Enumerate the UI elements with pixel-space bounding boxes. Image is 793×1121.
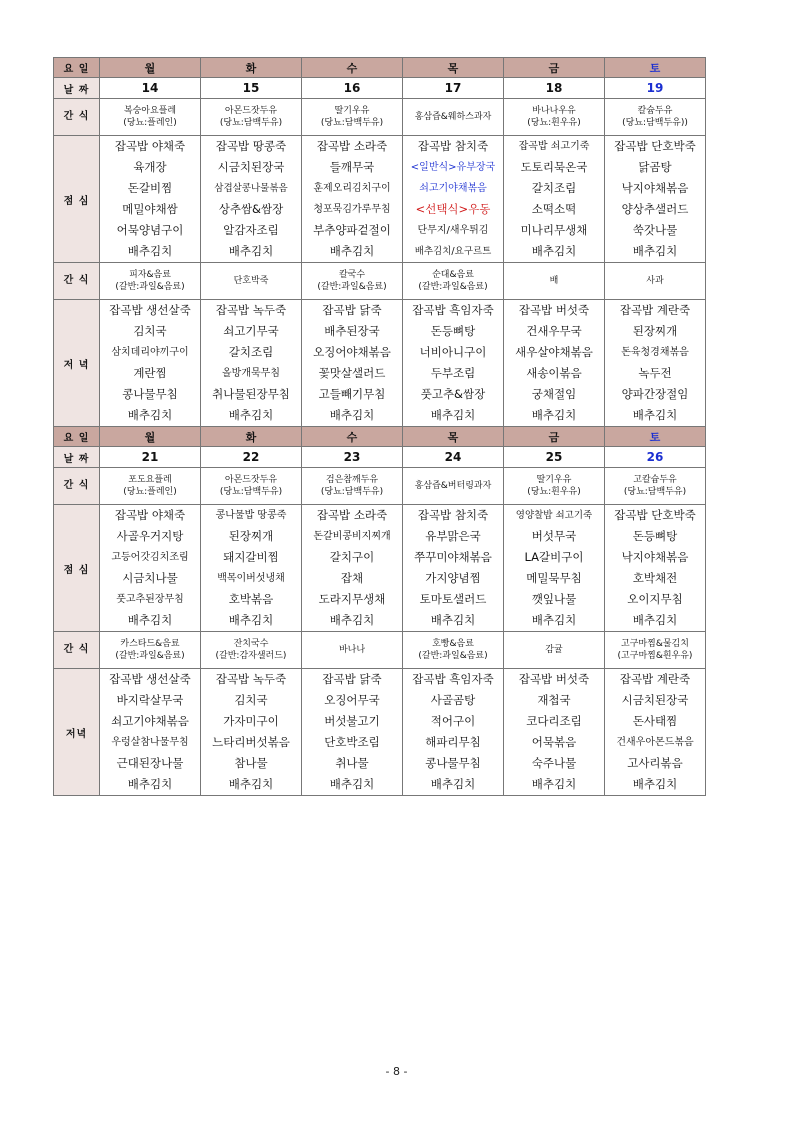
snack-alt-note: (고구마찜&흰우유) bbox=[617, 651, 693, 661]
snack-item: 검은참깨두유 bbox=[325, 475, 379, 485]
dish: 녹두전 bbox=[638, 366, 672, 380]
dish: 계란찜 bbox=[133, 366, 167, 380]
snack-item: 아몬드잣두유 bbox=[224, 106, 278, 116]
dish: 양파간장절임 bbox=[621, 387, 689, 401]
dish: 잡곡밥 쇠고기죽 bbox=[518, 141, 590, 152]
weekday-sat: 토 bbox=[605, 427, 706, 447]
dinner-cell bbox=[201, 669, 302, 796]
dish: 깻잎나물 bbox=[531, 592, 577, 606]
snack-cell bbox=[201, 632, 302, 669]
dish: 배추김치 bbox=[329, 408, 375, 422]
dish: 유부맑은국 bbox=[425, 529, 481, 543]
row-label-dinner: 저녁 bbox=[54, 669, 100, 796]
dish: 배추김치 bbox=[228, 777, 274, 791]
dish: 잡곡밥 녹두죽 bbox=[215, 303, 287, 317]
lunch-row bbox=[54, 505, 706, 632]
weekday-mon: 월 bbox=[100, 427, 201, 447]
snack-item: 카스타드&음료 bbox=[120, 639, 180, 649]
snack-item: 포도요플레 bbox=[128, 475, 172, 485]
snack-cell bbox=[302, 468, 403, 505]
dish: 도토리묵온국 bbox=[520, 160, 588, 174]
dish: 적어구이 bbox=[430, 714, 476, 728]
weekday-header-row bbox=[54, 427, 706, 447]
dish: 잡곡밥 소라죽 bbox=[316, 139, 388, 153]
dish: 된장찌개 bbox=[228, 529, 274, 543]
dish: 돈갈비찜 bbox=[127, 181, 173, 195]
dish: 돈등뼈탕 bbox=[430, 324, 476, 338]
weekly-menu-table bbox=[53, 57, 706, 796]
snack-cell bbox=[302, 99, 403, 136]
snack-item: 복숭아요플레 bbox=[123, 106, 177, 116]
dish: 잡곡밥 계란죽 bbox=[619, 303, 691, 317]
dish: 갈치조림 bbox=[228, 345, 274, 359]
dish: 김치국 bbox=[133, 324, 167, 338]
row-label-snack: 간 식 bbox=[54, 632, 100, 669]
dish: 배추김치 bbox=[430, 613, 476, 627]
snack-alt-note: (갈반:과일&음료) bbox=[115, 651, 185, 661]
dish: 어묵양념구이 bbox=[116, 223, 184, 237]
dish: 배추김치 bbox=[329, 613, 375, 627]
dish: 부추양파겉절이 bbox=[313, 223, 391, 237]
dish: 새송이볶음 bbox=[526, 366, 582, 380]
dinner-cell bbox=[302, 669, 403, 796]
am-snack-row bbox=[54, 99, 706, 136]
dish: 낙지야채볶음 bbox=[621, 550, 689, 564]
snack-diabetic-note: (당뇨:담백두유) bbox=[320, 118, 384, 128]
dish: 가지양념찜 bbox=[425, 571, 481, 585]
snack-cell bbox=[504, 632, 605, 669]
snack-cell bbox=[302, 632, 403, 669]
dish: 잡곡밥 참치죽 bbox=[417, 508, 489, 522]
dish: 잡곡밥 버섯죽 bbox=[518, 303, 590, 317]
snack-cell bbox=[100, 263, 201, 300]
snack-item: 감귤 bbox=[545, 645, 563, 655]
dish: 참나물 bbox=[234, 756, 268, 770]
dish: 훈제오리김치구이 bbox=[313, 183, 391, 194]
dish: 배추김치 bbox=[632, 613, 678, 627]
snack-cell bbox=[605, 263, 706, 300]
snack-diabetic-note: (당뇨:플레인) bbox=[123, 118, 177, 128]
dish: 미나리무생채 bbox=[520, 223, 588, 237]
dish: 해파리무침 bbox=[425, 735, 481, 749]
snack-diabetic-note: (당뇨:플레인) bbox=[123, 487, 177, 497]
snack-item: 배 bbox=[549, 276, 559, 286]
dish: 풋고추된장무침 bbox=[116, 594, 184, 605]
row-label-dinner: 저 녁 bbox=[54, 300, 100, 427]
snack-cell bbox=[403, 632, 504, 669]
dish: 오징어야채볶음 bbox=[313, 345, 391, 359]
dish: 배추김치 bbox=[228, 613, 274, 627]
snack-cell bbox=[403, 263, 504, 300]
snack-cell bbox=[100, 468, 201, 505]
dish: 호박볶음 bbox=[228, 592, 274, 606]
dish: 쭈꾸미야채볶음 bbox=[414, 550, 492, 564]
lunch-cell bbox=[605, 136, 706, 263]
dish: 오이지무침 bbox=[627, 592, 683, 606]
dinner-cell bbox=[605, 669, 706, 796]
dish: 배추김치 bbox=[632, 244, 678, 258]
dish: 고들빼기무침 bbox=[318, 387, 386, 401]
snack-cell bbox=[100, 99, 201, 136]
weekday-wed: 수 bbox=[302, 58, 403, 78]
row-label-lunch: 점 심 bbox=[54, 136, 100, 263]
dish: 토마토샐러드 bbox=[419, 592, 487, 606]
dish: 숙주나물 bbox=[531, 756, 577, 770]
dish: 청포묵김가루무침 bbox=[313, 204, 391, 215]
lunch-cell bbox=[100, 505, 201, 632]
lunch-cell bbox=[302, 505, 403, 632]
dish: 배추김치 bbox=[531, 613, 577, 627]
snack-alt-note: (갈반:감자샐러드) bbox=[215, 651, 287, 661]
weekday-mon: 월 bbox=[100, 58, 201, 78]
snack-diabetic-note: (당뇨:담백두유) bbox=[219, 487, 283, 497]
snack-item: 사과 bbox=[646, 276, 664, 286]
dinner-row bbox=[54, 669, 706, 796]
lunch-cell bbox=[403, 505, 504, 632]
dish: 버섯불고기 bbox=[324, 714, 380, 728]
date-cell: 18 bbox=[504, 78, 605, 99]
dish: 너비아니구이 bbox=[419, 345, 487, 359]
snack-item: 칼슘두유 bbox=[637, 106, 673, 116]
page-number: - 8 - bbox=[385, 1065, 408, 1078]
dish: 메밀묵무침 bbox=[526, 571, 582, 585]
snack-diabetic-note: (당뇨:담백두유) bbox=[623, 487, 687, 497]
date-row bbox=[54, 78, 706, 99]
dish-general-option: 쇠고기야채볶음 bbox=[419, 183, 487, 194]
date-cell-saturday: 26 bbox=[605, 447, 706, 468]
dish: 배추김치 bbox=[127, 777, 173, 791]
dish: 코다리조림 bbox=[526, 714, 582, 728]
dinner-cell bbox=[201, 300, 302, 427]
dish: 오징어무국 bbox=[324, 693, 380, 707]
dish: 느타리버섯볶음 bbox=[212, 735, 290, 749]
dish: 잡곡밥 녹두죽 bbox=[215, 672, 287, 686]
snack-item: 바나나우유 bbox=[532, 106, 576, 116]
snack-cell bbox=[504, 99, 605, 136]
dish: 쇠고기야채볶음 bbox=[111, 714, 189, 728]
dish: 돈육청경채볶음 bbox=[621, 347, 689, 358]
dish: 배추김치 bbox=[127, 613, 173, 627]
dish: 사골곰탕 bbox=[430, 693, 476, 707]
date-cell: 23 bbox=[302, 447, 403, 468]
dish: 시금치된장국 bbox=[217, 160, 285, 174]
date-cell: 25 bbox=[504, 447, 605, 468]
dish: 잡곡밥 야채죽 bbox=[114, 139, 186, 153]
weekday-tue: 화 bbox=[201, 58, 302, 78]
dinner-cell bbox=[504, 300, 605, 427]
dish: 잡곡밥 야채죽 bbox=[114, 508, 186, 522]
dish: 잡곡밥 참치죽 bbox=[417, 139, 489, 153]
dish: 잡곡밥 소라죽 bbox=[316, 508, 388, 522]
weekday-thu: 목 bbox=[403, 427, 504, 447]
dish: LA갈비구이 bbox=[524, 550, 584, 564]
dinner-cell bbox=[403, 669, 504, 796]
snack-diabetic-note: (당뇨:담백두유) bbox=[320, 487, 384, 497]
snack-item: 칼국수 bbox=[338, 270, 366, 280]
dish: 배추김치 bbox=[632, 777, 678, 791]
snack-diabetic-note: (당뇨:담백두유) bbox=[219, 118, 283, 128]
dish: 배추김치 bbox=[531, 777, 577, 791]
lunch-cell bbox=[201, 505, 302, 632]
lunch-cell bbox=[504, 136, 605, 263]
snack-cell bbox=[201, 263, 302, 300]
weekday-header-row bbox=[54, 58, 706, 78]
weekday-tue: 화 bbox=[201, 427, 302, 447]
snack-cell bbox=[605, 468, 706, 505]
dinner-cell bbox=[403, 300, 504, 427]
dish: 가자미구이 bbox=[223, 714, 279, 728]
dish: 돼지갈비찜 bbox=[223, 550, 279, 564]
snack-diabetic-note: (당뇨:담백두유)) bbox=[622, 118, 688, 128]
weekday-thu: 목 bbox=[403, 58, 504, 78]
snack-alt-note: (갈반:과일&음료) bbox=[115, 282, 185, 292]
dish: 시금치나물 bbox=[122, 571, 178, 585]
dish: 백목이버섯냉채 bbox=[217, 573, 285, 584]
dish: 재첩국 bbox=[537, 693, 571, 707]
dish: 소떡소떡 bbox=[531, 202, 577, 216]
dish: 올방개묵무침 bbox=[222, 368, 280, 379]
dish: 잡곡밥 생선살죽 bbox=[109, 303, 191, 317]
lunch-row bbox=[54, 136, 706, 263]
dish: 시금치된장국 bbox=[621, 693, 689, 707]
dish: 도라지무생채 bbox=[318, 592, 386, 606]
dish: 배추김치 bbox=[531, 244, 577, 258]
dish: 잡곡밥 흑임자죽 bbox=[412, 303, 494, 317]
dish: 어묵볶음 bbox=[531, 735, 577, 749]
snack-item: 순대&음료 bbox=[432, 270, 474, 280]
dish: 배추김치 bbox=[329, 777, 375, 791]
lunch-cell bbox=[403, 136, 504, 263]
dinner-cell bbox=[100, 669, 201, 796]
dish: 닭곰탕 bbox=[638, 160, 672, 174]
dish: 두부조림 bbox=[430, 366, 476, 380]
dish: 갈치조림 bbox=[531, 181, 577, 195]
dish: 배추김치 bbox=[329, 244, 375, 258]
dish: 배추된장국 bbox=[324, 324, 380, 338]
dish: 배추김치 bbox=[430, 408, 476, 422]
dish: 고등어갓김치조림 bbox=[111, 552, 189, 563]
lunch-cell bbox=[605, 505, 706, 632]
dish: 육개장 bbox=[133, 160, 167, 174]
dish: 삼겹살콩나물볶음 bbox=[214, 183, 288, 194]
snack-cell bbox=[403, 468, 504, 505]
snack-cell bbox=[201, 468, 302, 505]
snack-diabetic-note: (당뇨:흰우유) bbox=[527, 487, 581, 497]
dish-general-option: <일반식>유부장국 bbox=[410, 162, 496, 173]
dish: 궁채절임 bbox=[531, 387, 577, 401]
snack-diabetic-note: (당뇨:흰우유) bbox=[527, 118, 581, 128]
dish: 낙지야채볶음 bbox=[621, 181, 689, 195]
dish: 돈사태찜 bbox=[632, 714, 678, 728]
dish: 잡곡밥 닭죽 bbox=[322, 672, 382, 686]
lunch-cell bbox=[201, 136, 302, 263]
dish: 단호박조림 bbox=[324, 735, 380, 749]
dish: 건새우무국 bbox=[526, 324, 582, 338]
snack-item: 고칼슘두유 bbox=[633, 475, 677, 485]
weekday-sat: 토 bbox=[605, 58, 706, 78]
snack-item: 아몬드잣두유 bbox=[224, 475, 278, 485]
dish: 쑥갓나물 bbox=[632, 223, 678, 237]
pm-snack-row bbox=[54, 263, 706, 300]
dish: 콩나물무침 bbox=[122, 387, 178, 401]
pm-snack-row bbox=[54, 632, 706, 669]
dish: 잡채 bbox=[340, 571, 364, 585]
dish: 상추쌈&쌈장 bbox=[218, 202, 284, 216]
dish: 건새우아몬드볶음 bbox=[616, 737, 694, 748]
snack-alt-note: (갈반:과일&음료) bbox=[418, 282, 488, 292]
dish: 김치국 bbox=[234, 693, 268, 707]
snack-item: 호빵&음료 bbox=[432, 639, 474, 649]
snack-item: 고구마찜&물김치 bbox=[621, 639, 689, 649]
dish: 배추김치/요구르트 bbox=[414, 246, 492, 257]
dish: 배추김치 bbox=[531, 408, 577, 422]
dish: 돈등뼈탕 bbox=[632, 529, 678, 543]
dish: 잡곡밥 버섯죽 bbox=[518, 672, 590, 686]
snack-item: 홍삼즙&웨하스과자 bbox=[414, 112, 492, 122]
dinner-cell bbox=[504, 669, 605, 796]
snack-cell bbox=[605, 99, 706, 136]
dish: 잡곡밥 단호박죽 bbox=[614, 139, 696, 153]
row-label-snack: 간 식 bbox=[54, 263, 100, 300]
row-label-snack: 간 식 bbox=[54, 99, 100, 136]
snack-item: 단호박죽 bbox=[233, 276, 269, 286]
snack-cell bbox=[403, 99, 504, 136]
date-cell: 21 bbox=[100, 447, 201, 468]
dish: 메밀야채쌈 bbox=[122, 202, 178, 216]
row-label-day: 요 일 bbox=[54, 427, 100, 447]
snack-cell bbox=[504, 263, 605, 300]
am-snack-row bbox=[54, 468, 706, 505]
row-label-date: 날 짜 bbox=[54, 78, 100, 99]
snack-alt-note: (갈반:과일&음료) bbox=[317, 282, 387, 292]
date-cell-saturday: 19 bbox=[605, 78, 706, 99]
date-cell: 15 bbox=[201, 78, 302, 99]
date-cell: 16 bbox=[302, 78, 403, 99]
dish: 버섯무국 bbox=[531, 529, 577, 543]
dinner-cell bbox=[100, 300, 201, 427]
dish: 사골우거지탕 bbox=[116, 529, 184, 543]
row-label-snack: 간 식 bbox=[54, 468, 100, 505]
dish: 잡곡밥 땅콩죽 bbox=[215, 139, 287, 153]
dish: 배추김치 bbox=[632, 408, 678, 422]
dish: 고사리볶음 bbox=[627, 756, 683, 770]
dish: 풋고추&쌈장 bbox=[420, 387, 486, 401]
menu-page bbox=[53, 57, 705, 796]
weekday-wed: 수 bbox=[302, 427, 403, 447]
dish: 취나물 bbox=[335, 756, 369, 770]
dish: 영양찰밥 쇠고기죽 bbox=[515, 510, 593, 521]
lunch-cell bbox=[504, 505, 605, 632]
dish: 잡곡밥 흑임자죽 bbox=[412, 672, 494, 686]
dish: 배추김치 bbox=[430, 777, 476, 791]
snack-cell bbox=[605, 632, 706, 669]
dish: 새우살야채볶음 bbox=[515, 345, 593, 359]
dish: 양상추샐러드 bbox=[621, 202, 689, 216]
date-cell: 22 bbox=[201, 447, 302, 468]
dish: 들깨무국 bbox=[329, 160, 375, 174]
dish: 근대된장나물 bbox=[116, 756, 184, 770]
snack-cell bbox=[302, 263, 403, 300]
dish: 갈치구이 bbox=[329, 550, 375, 564]
dish: 꽃맛살샐러드 bbox=[318, 366, 386, 380]
dish: 배추김치 bbox=[127, 244, 173, 258]
dish: 단무지/새우튀김 bbox=[417, 225, 489, 236]
dish: 우렁살참나물무침 bbox=[111, 737, 189, 748]
snack-alt-note: (갈반:과일&음료) bbox=[418, 651, 488, 661]
snack-item: 홍삼즙&버터링과자 bbox=[414, 481, 492, 491]
dish: 콩나물무침 bbox=[425, 756, 481, 770]
snack-item: 딸기우유 bbox=[536, 475, 572, 485]
dish: 배추김치 bbox=[127, 408, 173, 422]
dish: 잡곡밥 단호박죽 bbox=[614, 508, 696, 522]
weekday-fri: 금 bbox=[504, 58, 605, 78]
dish: 알감자조림 bbox=[223, 223, 279, 237]
dish: 쇠고기무국 bbox=[223, 324, 279, 338]
row-label-lunch: 점 심 bbox=[54, 505, 100, 632]
snack-cell bbox=[201, 99, 302, 136]
row-label-date: 날 짜 bbox=[54, 447, 100, 468]
date-cell: 14 bbox=[100, 78, 201, 99]
snack-cell bbox=[100, 632, 201, 669]
snack-item: 잔치국수 bbox=[233, 639, 269, 649]
dish: 잡곡밥 계란죽 bbox=[619, 672, 691, 686]
dinner-cell bbox=[605, 300, 706, 427]
row-label-day: 요 일 bbox=[54, 58, 100, 78]
dinner-row bbox=[54, 300, 706, 427]
snack-item: 딸기우유 bbox=[334, 106, 370, 116]
dish: 배추김치 bbox=[228, 408, 274, 422]
dish: 돈갈비콩비지찌개 bbox=[313, 531, 391, 542]
dish-choice-option: <선택식>우동 bbox=[415, 202, 491, 216]
snack-item: 바나나 bbox=[338, 645, 366, 655]
dish: 삼치데리야끼구이 bbox=[111, 347, 189, 358]
snack-cell bbox=[504, 468, 605, 505]
weekday-fri: 금 bbox=[504, 427, 605, 447]
dinner-cell bbox=[302, 300, 403, 427]
dish: 취나물된장무침 bbox=[212, 387, 290, 401]
dish: 된장찌개 bbox=[632, 324, 678, 338]
snack-item: 피자&음료 bbox=[129, 270, 171, 280]
dish: 콩나물밥 땅콩죽 bbox=[215, 510, 287, 521]
dish: 잡곡밥 닭죽 bbox=[322, 303, 382, 317]
dish: 호박채전 bbox=[632, 571, 678, 585]
date-row bbox=[54, 447, 706, 468]
dish: 배추김치 bbox=[228, 244, 274, 258]
date-cell: 24 bbox=[403, 447, 504, 468]
dish: 바지락살무국 bbox=[116, 693, 184, 707]
dish: 잡곡밥 생선살죽 bbox=[109, 672, 191, 686]
lunch-cell bbox=[100, 136, 201, 263]
lunch-cell bbox=[302, 136, 403, 263]
date-cell: 17 bbox=[403, 78, 504, 99]
